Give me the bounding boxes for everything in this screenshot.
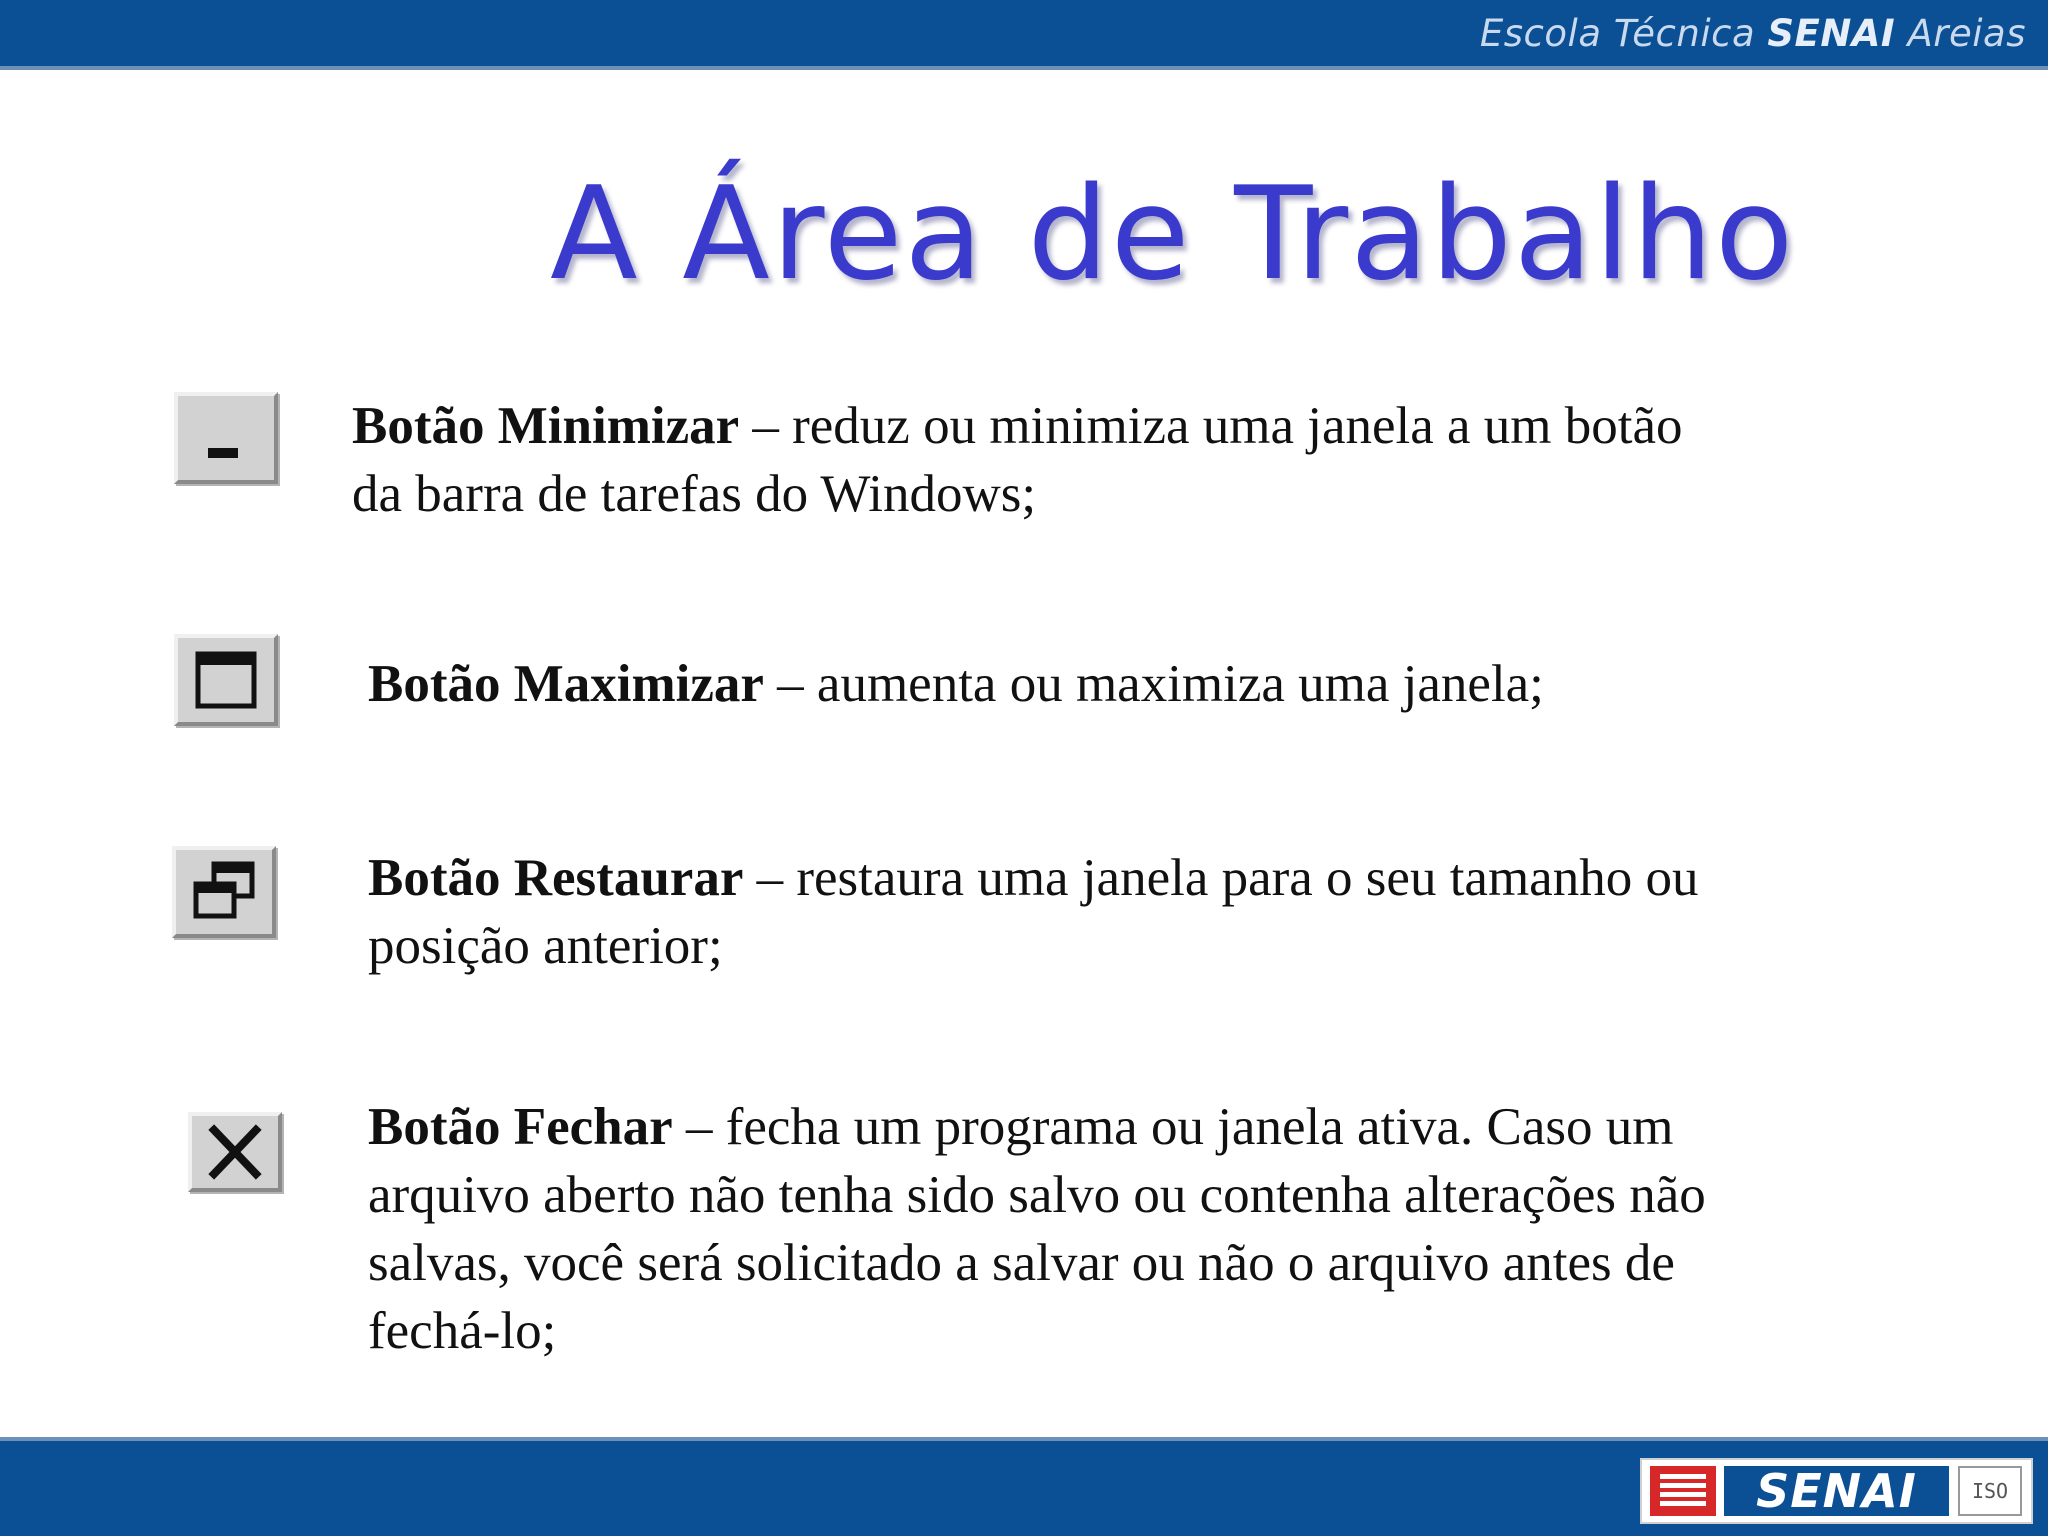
logo-emblem-icon xyxy=(1650,1466,1716,1516)
senai-logo xyxy=(1640,1458,2033,1524)
item-term: Botão Restaurar xyxy=(368,849,744,907)
list-item-maximize xyxy=(368,650,1828,718)
top-bar xyxy=(0,0,2048,70)
list-item-restore xyxy=(368,844,1728,980)
close-icon xyxy=(188,1112,282,1192)
restore-icon xyxy=(172,846,276,938)
school-brand: SENAI xyxy=(1767,12,1896,55)
school-prefix: Escola Técnica xyxy=(1479,12,1756,55)
item-desc: – restaura uma janela para o seu tamanho ou posição anterior; xyxy=(368,849,1699,975)
item-term: Botão Maximizar xyxy=(368,655,764,713)
school-name xyxy=(1480,12,2026,55)
item-desc: – fecha um programa ou janela ativa. Caso um arquivo aberto não tenha sido salvo ou contenha alterações não salvas, você será solicitado a salvar ou não o arquivo antes de fechá-lo; xyxy=(368,1098,1706,1360)
minimize-icon xyxy=(174,392,278,484)
maximize-icon xyxy=(174,634,278,726)
item-desc: – reduz ou minimiza uma janela a um botão da barra de tarefas do Windows; xyxy=(352,397,1683,523)
item-term: Botão Minimizar xyxy=(352,397,740,455)
bottom-bar xyxy=(0,1437,2048,1536)
logo-text: SENAI xyxy=(1724,1466,1949,1516)
list-item-close xyxy=(368,1093,1738,1365)
list-item-minimize xyxy=(352,392,1712,528)
page-title: A Área de Trabalho xyxy=(550,160,1796,309)
iso-badge: ISO xyxy=(1958,1466,2022,1516)
item-term: Botão Fechar xyxy=(368,1098,673,1156)
school-suffix: Areias xyxy=(1907,12,2026,55)
item-desc: – aumenta ou maximiza uma janela; xyxy=(763,655,1544,713)
